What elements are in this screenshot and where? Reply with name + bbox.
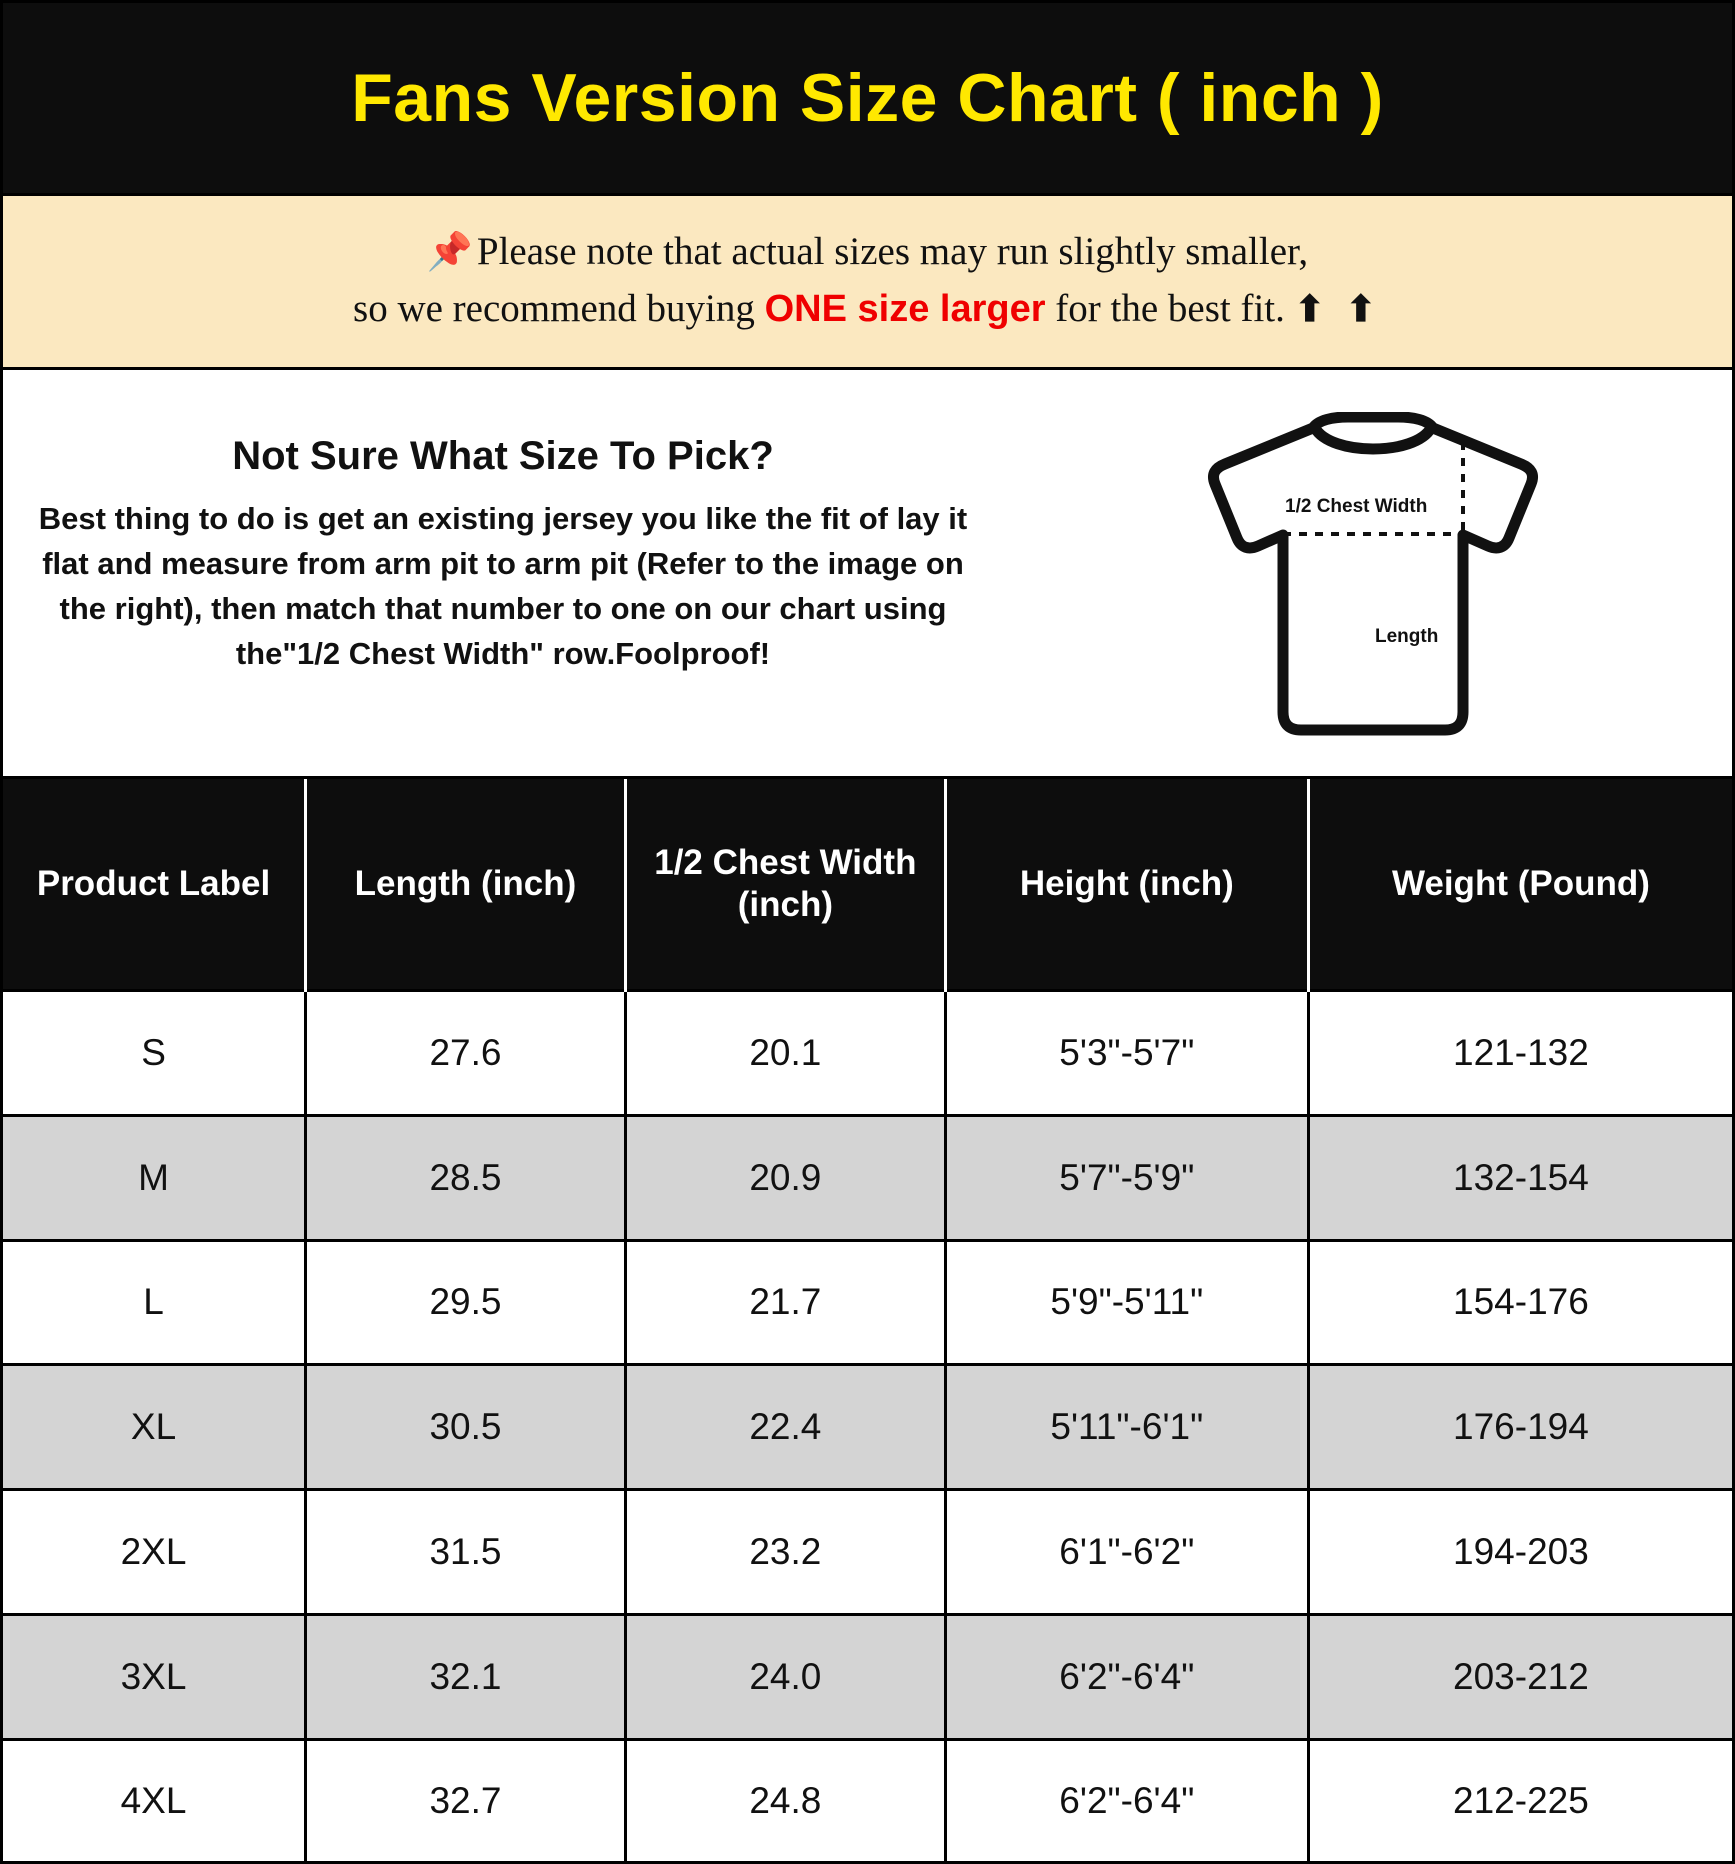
column-header-chest-width: 1/2 Chest Width (inch) — [625, 779, 945, 991]
table-row — [3, 991, 1732, 1116]
length-label: Length — [1374, 626, 1438, 648]
help-section — [3, 370, 1732, 779]
title-banner — [3, 3, 1732, 193]
size-table-wrap — [3, 779, 1732, 1861]
cell-weight: 203-212 — [1308, 1614, 1732, 1739]
cell-height: 5'11"-6'1" — [945, 1365, 1308, 1490]
cell-chest: 21.7 — [625, 1240, 945, 1365]
cell-chest: 20.9 — [625, 1115, 945, 1240]
cell-height: 5'9"-5'11" — [945, 1240, 1308, 1365]
cell-length: 27.6 — [306, 991, 626, 1116]
size-table — [3, 779, 1732, 1861]
help-title: Not Sure What Size To Pick? — [232, 434, 774, 479]
column-header-height: Height (inch) — [945, 779, 1308, 991]
cell-length: 32.1 — [306, 1614, 626, 1739]
cell-height: 6'2"-6'4" — [945, 1739, 1308, 1861]
column-header-product-label: Product Label — [3, 779, 306, 991]
pushpin-icon: 📌 — [426, 232, 473, 273]
cell-chest: 22.4 — [625, 1365, 945, 1490]
table-row — [3, 1614, 1732, 1739]
cell-height: 5'3"-5'7" — [945, 991, 1308, 1116]
column-header-weight: Weight (Pound) — [1308, 779, 1732, 991]
chest-width-label: 1/2 Chest Width — [1284, 496, 1427, 518]
cell-chest: 24.8 — [625, 1739, 945, 1861]
table-row — [3, 1739, 1732, 1861]
cell-size: M — [3, 1115, 306, 1240]
cell-length: 32.7 — [306, 1739, 626, 1861]
cell-size: 3XL — [3, 1614, 306, 1739]
note-line-2 — [23, 281, 1712, 338]
help-body: Best thing to do is get an existing jersey you like the fit of lay it flat and measure from arm pit to arm pit (Refer to the image on the right), then match that number to one on our chart using the"1/2 Chest Width" row.Foolproof! — [38, 501, 968, 671]
cell-height: 6'1"-6'2" — [945, 1490, 1308, 1615]
note-line-2-suffix: for the best fit. — [1045, 286, 1295, 330]
cell-size: 2XL — [3, 1490, 306, 1615]
note-emphasis: ONE size larger — [764, 287, 1046, 330]
note-line-1 — [23, 224, 1712, 281]
cell-weight: 176-194 — [1308, 1365, 1732, 1490]
help-text-block — [3, 406, 1013, 677]
column-header-length: Length (inch) — [306, 779, 626, 991]
cell-length: 28.5 — [306, 1115, 626, 1240]
table-header-row — [3, 779, 1732, 991]
table-row — [3, 1365, 1732, 1490]
table-row — [3, 1115, 1732, 1240]
page-title: Fans Version Size Chart ( inch ) — [351, 60, 1384, 136]
cell-length: 29.5 — [306, 1240, 626, 1365]
cell-weight: 132-154 — [1308, 1115, 1732, 1240]
cell-size: S — [3, 991, 306, 1116]
cell-chest: 24.0 — [625, 1614, 945, 1739]
cell-weight: 194-203 — [1308, 1490, 1732, 1615]
cell-weight: 121-132 — [1308, 991, 1732, 1116]
cell-weight: 154-176 — [1308, 1240, 1732, 1365]
note-line-1-text: Please note that actual sizes may run slightly smaller, — [476, 230, 1309, 273]
cell-size: L — [3, 1240, 306, 1365]
tshirt-diagram — [1013, 406, 1732, 742]
note-line-2-prefix: so we recommend buying — [353, 286, 765, 330]
cell-chest: 23.2 — [625, 1490, 945, 1615]
cell-length: 30.5 — [306, 1365, 626, 1490]
table-row — [3, 1490, 1732, 1615]
cell-height: 5'7"-5'9" — [945, 1115, 1308, 1240]
cell-size: 4XL — [3, 1739, 306, 1861]
cell-chest: 20.1 — [625, 991, 945, 1116]
cell-length: 31.5 — [306, 1490, 626, 1615]
tshirt-diagram-icon — [1143, 412, 1603, 742]
table-row — [3, 1240, 1732, 1365]
cell-height: 6'2"-6'4" — [945, 1614, 1308, 1739]
cell-size: XL — [3, 1365, 306, 1490]
note-banner — [3, 193, 1732, 370]
up-arrows-icon: ⬆ ⬆ — [1294, 288, 1382, 329]
cell-weight: 212-225 — [1308, 1739, 1732, 1861]
